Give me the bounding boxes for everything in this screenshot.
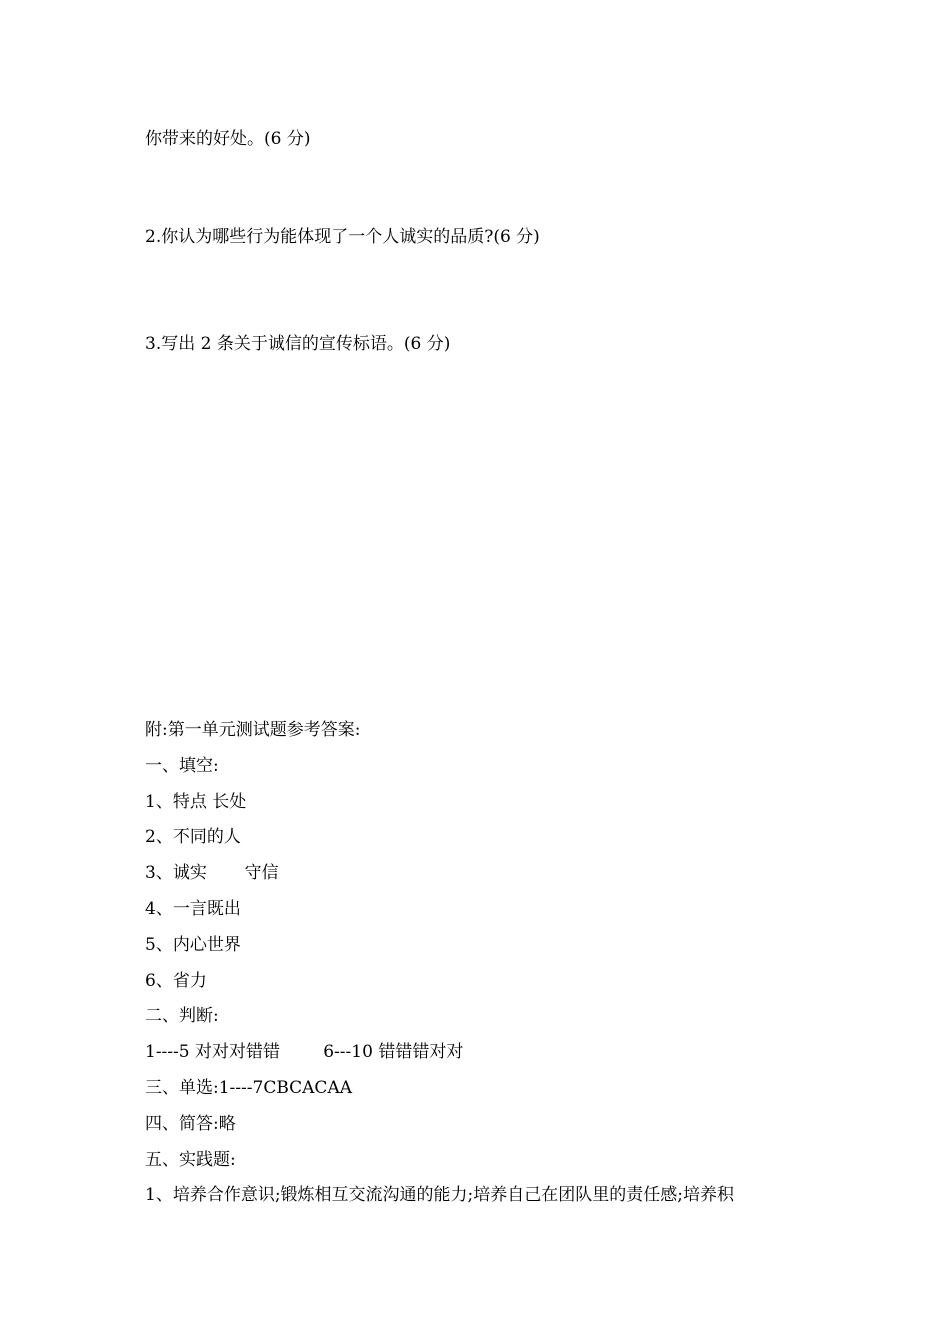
answer-key-heading: 附:第一单元测试题参考答案: [145, 720, 361, 740]
question-3: 3.写出 2 条关于诚信的宣传标语。(6 分) [145, 334, 451, 354]
answer-line: 2、不同的人 [145, 827, 241, 847]
answer-line: 一、填空: [145, 756, 219, 776]
answer-line: 五、实践题: [145, 1150, 236, 1170]
answer-line: 5、内心世界 [145, 935, 241, 955]
answer-line: 3、诚实 守信 [145, 863, 279, 883]
answer-line: 二、判断: [145, 1006, 219, 1026]
question-2: 2.你认为哪些行为能体现了一个人诚实的品质?(6 分) [145, 227, 540, 247]
answer-line: 四、简答:略 [145, 1114, 236, 1134]
answer-line: 1、培养合作意识;锻炼相互交流沟通的能力;培养自己在团队里的责任感;培养积 [145, 1185, 734, 1205]
answer-line: 4、一言既出 [145, 899, 241, 919]
answer-line: 三、单选:1----7CBCACAA [145, 1078, 352, 1098]
answer-line: 1、特点 长处 [145, 792, 247, 812]
question-continuation: 你带来的好处。(6 分) [145, 129, 311, 149]
answer-line: 1----5 对对对错错 6---10 错错错对对 [145, 1042, 464, 1062]
answer-line: 6、省力 [145, 971, 207, 991]
